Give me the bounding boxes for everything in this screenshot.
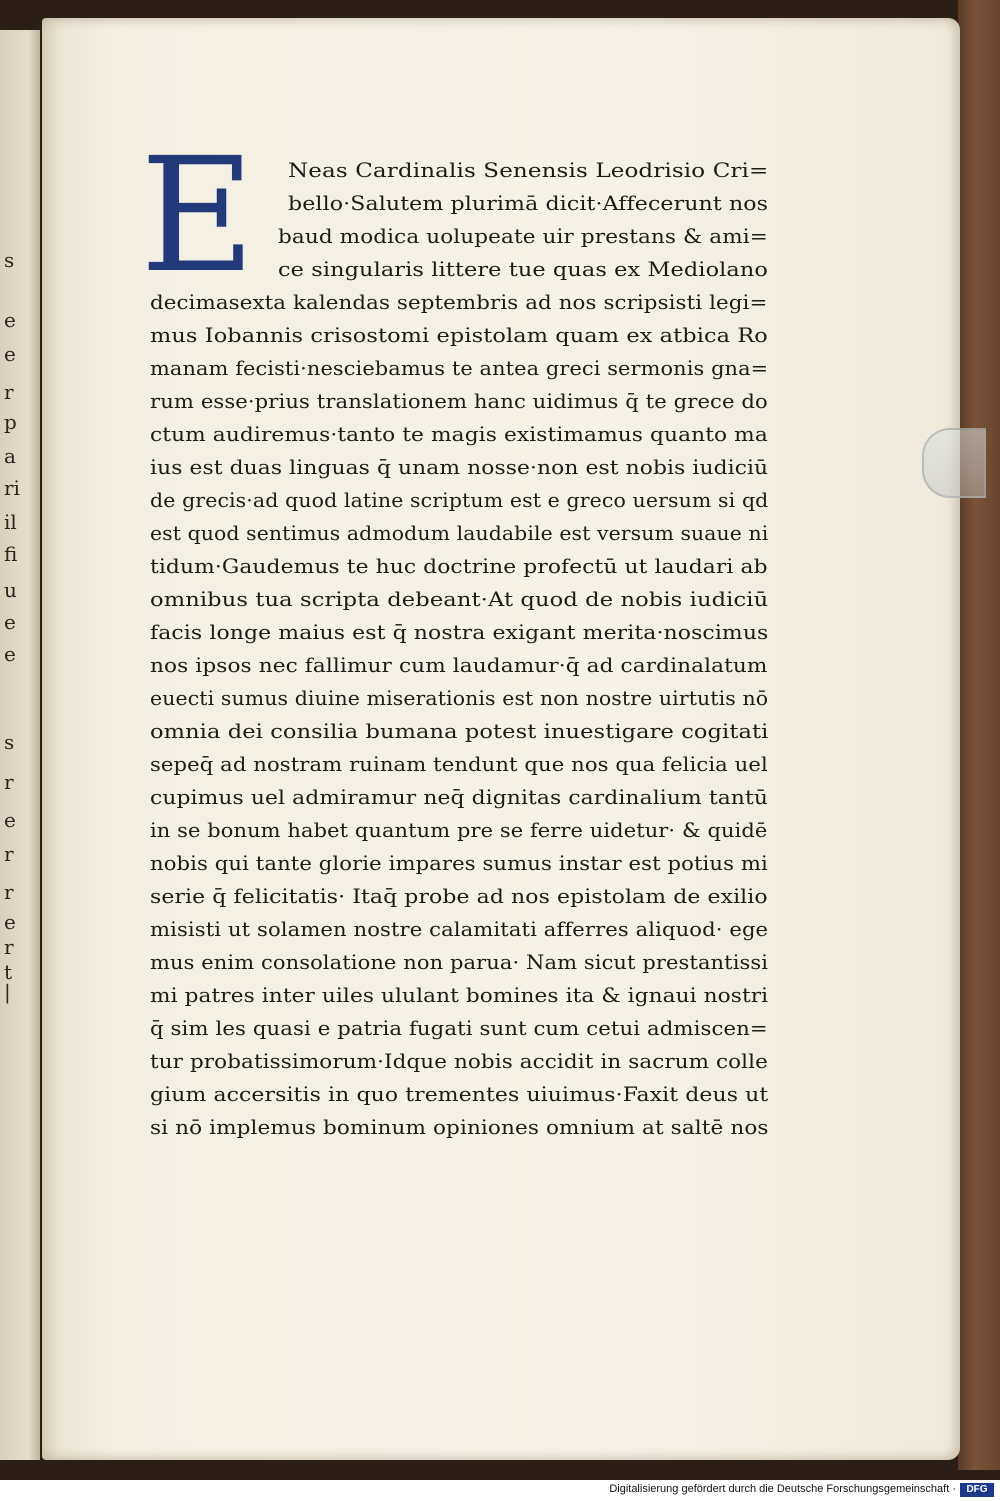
text-line: omnia dei consilia bumana potest inuestigare cogitati bbox=[150, 719, 769, 743]
text-line: ctum audiremus·tanto te magis existimamus quanto ma bbox=[150, 422, 768, 446]
text-line: mi patres inter uiles ululant bomines ita & ignaui nostri bbox=[150, 983, 769, 1007]
facing-page-glyph: s bbox=[4, 248, 15, 272]
facing-page-glyph: a bbox=[4, 444, 16, 468]
text-line: gium accersitis in quo trementes uiuimus·Faxit deus ut bbox=[150, 1082, 769, 1106]
facing-page-glyph: r bbox=[4, 842, 14, 866]
text-line: omnibus tua scripta debeant·At quod de nobis iudiciū bbox=[150, 587, 769, 611]
text-line: est quod sentimus admodum laudabile est versum suaue ni bbox=[150, 521, 769, 545]
facing-page-glyph: e bbox=[4, 308, 16, 332]
page-clip bbox=[922, 428, 986, 498]
text-line: q̄ sim les quasi e patria fugati sunt cum cetui admiscen= bbox=[150, 1016, 768, 1040]
facing-page-glyph: e bbox=[4, 910, 16, 934]
facing-page-glyph: r bbox=[4, 935, 14, 959]
text-line: ius est duas linguas q̄ unam nosse·non est nobis iudiciū bbox=[150, 455, 769, 479]
text-line: rum esse·prius translationem hanc uidimus q̄ te grece do bbox=[150, 389, 768, 413]
text-line: Neas Cardinalis Senensis Leodrisio Cri= bbox=[288, 158, 769, 182]
text-line: mus Iobannis crisostomi epistolam quam ex atbica Ro bbox=[150, 323, 768, 347]
text-line: bello·Salutem plurimā dicit·Affecerunt nos bbox=[288, 191, 769, 215]
text-line: sepeq̄ ad nostram ruinam tendunt que nos qua felicia uel bbox=[150, 752, 768, 776]
text-line: si nō implemus bominum opiniones omnium at saltē nos bbox=[150, 1115, 769, 1139]
text-line: nos ipsos nec fallimur cum laudamur·q̄ ad cardinalatum bbox=[150, 653, 768, 677]
facing-page-glyph: e bbox=[4, 342, 16, 366]
text-line: misisti ut solamen nostre calamitati afferres aliquod· ege bbox=[150, 917, 769, 941]
text-line: manam fecisti·nesciebamus te antea greci sermonis gna= bbox=[150, 356, 769, 380]
facing-page-glyph: r bbox=[4, 770, 14, 794]
text-line: cupimus uel admiramur neq̄ dignitas cardinalium tantū bbox=[150, 785, 768, 809]
facing-page-glyph: il bbox=[4, 510, 17, 534]
text-line: ce singularis littere tue quas ex Mediolano bbox=[278, 257, 768, 281]
facing-page-edge bbox=[0, 30, 40, 1460]
facing-page-glyph: e bbox=[4, 642, 16, 666]
text-line: euecti sumus diuine miserationis est non nostre uirtutis nō bbox=[150, 686, 769, 710]
facing-page-glyph: e bbox=[4, 610, 16, 634]
text-line: facis longe maius est q̄ nostra exigant merita·noscimus bbox=[150, 620, 769, 644]
facing-page-glyph: p bbox=[4, 410, 17, 434]
facing-page-glyph: r bbox=[4, 880, 14, 904]
text-line: tur probatissimorum·Idque nobis accidit in sacrum colle bbox=[150, 1049, 768, 1073]
text-line: decimasexta kalendas septembris ad nos scripsisti legi= bbox=[150, 290, 768, 314]
text-line: in se bonum habet quantum pre se ferre uidetur· & quidē bbox=[150, 818, 768, 842]
book-cover-edge bbox=[958, 0, 1000, 1470]
facing-page-glyph: ri bbox=[4, 476, 20, 500]
facing-page-glyph: | bbox=[4, 980, 11, 1004]
facing-page-glyph: s bbox=[4, 730, 15, 754]
footer-bar bbox=[0, 1480, 1000, 1501]
facing-page-glyph: e bbox=[4, 808, 16, 832]
text-line: serie q̄ felicitatis· Itaq̄ probe ad nos epistolam de exilio bbox=[150, 884, 768, 908]
text-line: nobis qui tante glorie impares sumus instar est potius mi bbox=[150, 851, 768, 875]
footer-credit: Digitalisierung gefördert durch die Deutsche Forschungsgemeinschaft · bbox=[609, 1483, 956, 1495]
facing-page-glyph: t bbox=[4, 960, 13, 984]
text-line: mus enim consolatione non parua· Nam sicut prestantissi bbox=[150, 950, 769, 974]
text-line: baud modica uolupeate uir prestans & ami= bbox=[278, 224, 768, 248]
facing-page-glyph: r bbox=[4, 380, 14, 404]
facing-page-glyph: u bbox=[4, 578, 17, 602]
decorated-initial: E bbox=[140, 124, 256, 308]
text-line: tidum·Gaudemus te huc doctrine profectū ut laudari ab bbox=[150, 554, 768, 578]
text-line: de grecis·ad quod latine scriptum est e greco uersum si qd bbox=[150, 488, 769, 512]
facing-page-glyph: fi bbox=[4, 542, 18, 566]
dfg-logo: DFG bbox=[960, 1483, 994, 1497]
